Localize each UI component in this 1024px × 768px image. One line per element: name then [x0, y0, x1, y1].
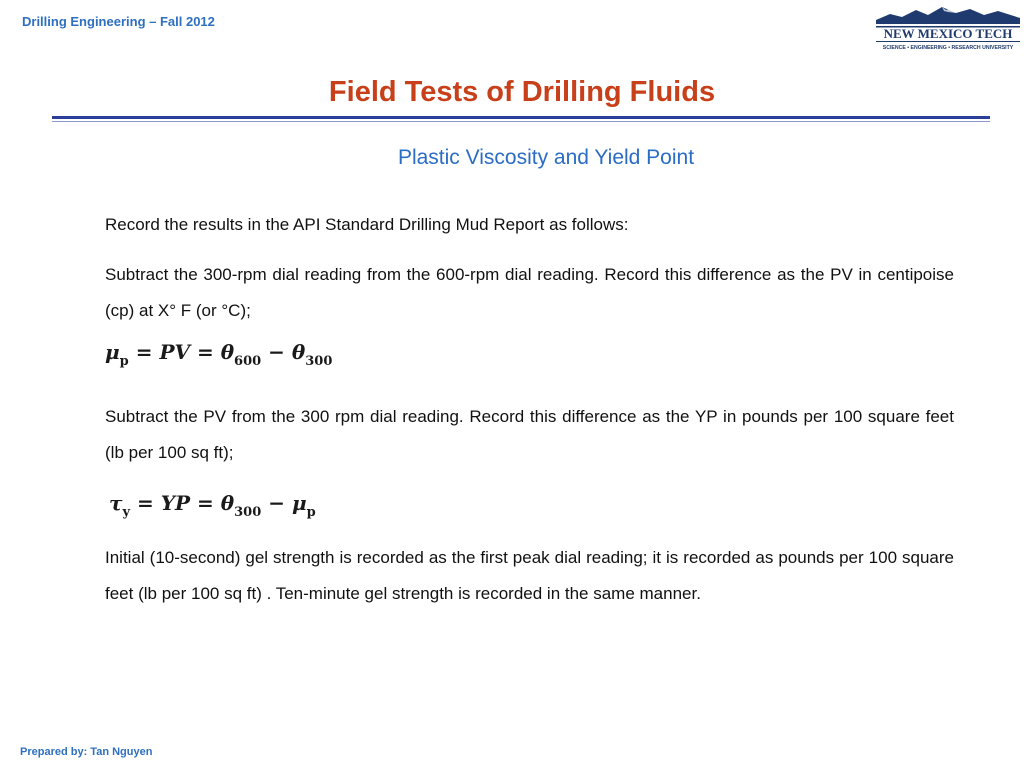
title-divider-thin: [52, 121, 990, 122]
paragraph-gel-strength: Initial (10-second) gel strength is recorded as the first peak dial reading; it is recorded as pounds per 100 square feet (lb per 100 sq ft) . Ten-minute gel strength is recorded in the same manner.: [105, 548, 954, 603]
eq1-term1: θ: [220, 340, 235, 364]
eq1-term2: θ: [291, 340, 306, 364]
eq1-term2-sub: 300: [305, 354, 333, 369]
logo-tagline: SCIENCE • ENGINEERING • RESEARCH UNIVERSITY: [882, 45, 1014, 51]
yp-equation: $\tau_y$ = YP = $\theta_{300} - \mu_p$: [109, 491, 316, 520]
eq1-term1-sub: 600: [234, 354, 262, 369]
eq2-mid: YP: [160, 491, 191, 515]
course-header: Drilling Engineering – Fall 2012: [22, 14, 215, 29]
title-divider: [52, 116, 990, 119]
paragraph-record-results: Record the results in the API Standard Drilling Mud Report as follows:: [105, 215, 629, 234]
eq2-lhs: τ: [109, 491, 123, 515]
eq1-lhs-sub: p: [119, 354, 129, 369]
eq2-term2: μ: [291, 491, 307, 515]
logo-name: NEW MEXICO TECH: [883, 26, 1013, 41]
eq2-lhs-sub: y: [122, 505, 131, 520]
eq1-mid: PV: [159, 340, 190, 364]
slide-subtitle: Plastic Viscosity and Yield Point: [397, 146, 695, 169]
eq2-term2-sub: p: [306, 505, 316, 520]
slide-title: Field Tests of Drilling Fluids: [328, 76, 716, 108]
eq1-lhs: μ: [105, 340, 120, 364]
new-mexico-tech-logo: [876, 6, 1020, 52]
paragraph-pv-instructions: Subtract the 300-rpm dial reading from the 600-rpm dial reading. Record this difference as the PV in centipoise (cp) at X° F (or °C);: [105, 265, 954, 320]
eq2-term1: θ: [220, 491, 235, 515]
paragraph-yp-instructions: Subtract the PV from the 300 rpm dial reading. Record this difference as the YP in pounds per 100 square feet (lb per 100 sq ft);: [105, 407, 954, 462]
prepared-by-footer: Prepared by: Tan Nguyen: [20, 746, 153, 758]
eq2-term1-sub: 300: [234, 505, 262, 520]
pv-equation: $\mu_p$ = PV = $\theta_{600} - \theta_{300}$: [105, 340, 333, 369]
